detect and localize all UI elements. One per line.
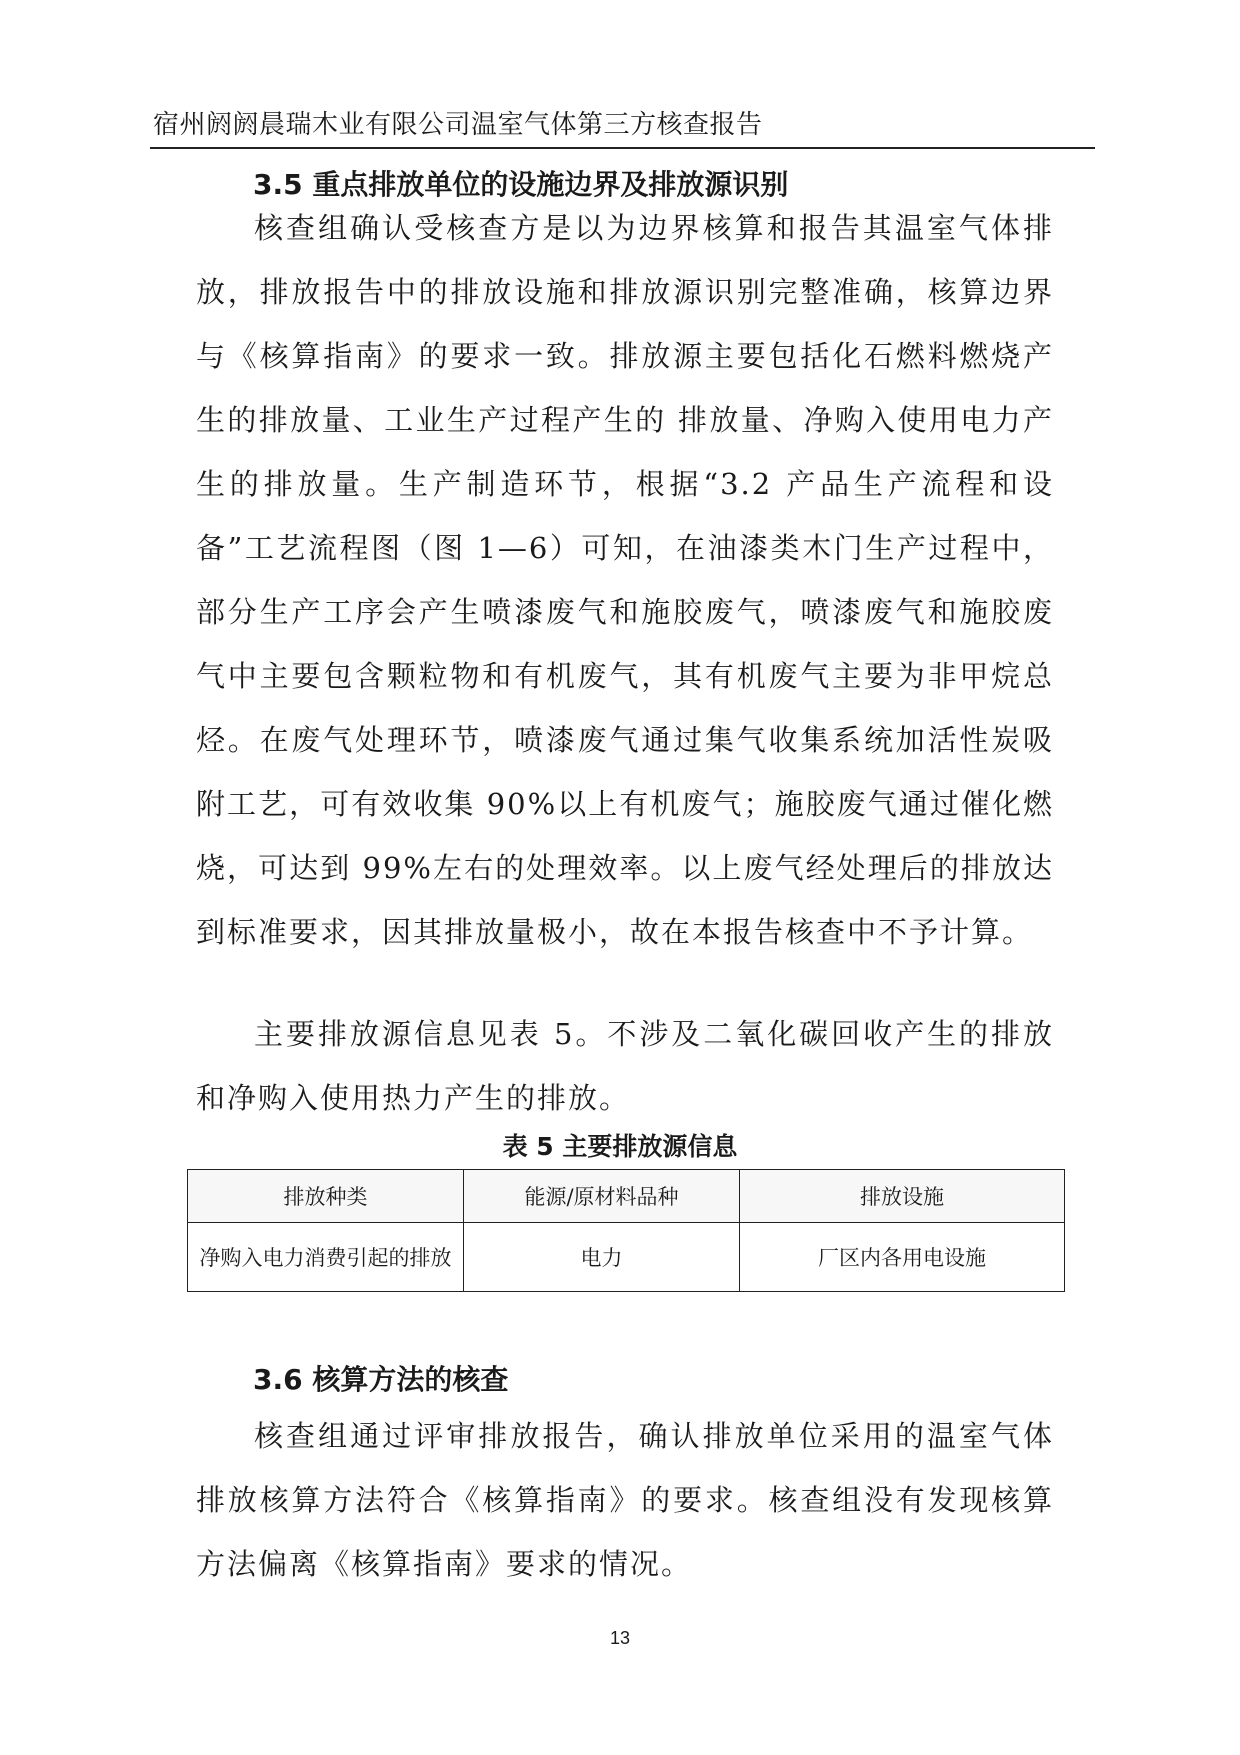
- table-cell: 厂区内各用电设施: [740, 1223, 1065, 1292]
- table-5-caption: 表 5 主要排放源信息: [502, 1132, 738, 1161]
- section-3-6-heading: 3.6 核算方法的核查: [253, 1363, 509, 1396]
- section-3-5-heading: 3.5 重点排放单位的设施边界及排放源识别: [253, 168, 789, 201]
- report-header-title: 宿州阏阏晨瑞木业有限公司温室气体第三方核查报告: [153, 110, 763, 140]
- page-number: 13: [609, 1628, 631, 1648]
- section-3-5-paragraph-2: 主要排放源信息见表 5。不涉及二氧化碳回收产生的排放和净购入使用热力产生的排放。: [196, 1017, 1054, 1115]
- table-cell: 电力: [464, 1223, 740, 1292]
- emission-source-table: [187, 1169, 1065, 1292]
- table-header-cell: 排放种类: [188, 1170, 464, 1223]
- header-divider: [150, 147, 1095, 149]
- table-row: [188, 1223, 1065, 1292]
- table-cell: 净购入电力消费引起的排放: [188, 1223, 464, 1292]
- section-3-6-paragraph-1: 核查组通过评审排放报告，确认排放单位采用的温室气体排放核算方法符合《核算指南》的要求。核查组没有发现核算方法偏离《核算指南》要求的情况。: [196, 1419, 1054, 1581]
- table-header-row: [188, 1170, 1065, 1223]
- table-header-cell: 能源/原材料品种: [464, 1170, 740, 1223]
- table-header-cell: 排放设施: [740, 1170, 1065, 1223]
- section-3-5-paragraph-1: 核查组确认受核查方是以为边界核算和报告其温室气体排放，排放报告中的排放设施和排放源识别完整准确，核算边界与《核算指南》的要求一致。排放源主要包括化石燃料燃烧产生的排放量、工业生产过程产生的 排放量、净购入使用电力产生的排放量。生产制造环节，根据“3.2 产品生产流程和设备”工艺流程图（图 1—6）可知，在油漆类木门生产过程中，部分生产工序会产生喷漆废气和施胶废气，喷漆废气和施胶废气中主要包含颗粒物和有机废气，其有机废气主要为非甲烷总烃。在废气处理环节，喷漆废气通过集气收集系统加活性炭吸附工艺，可有效收集 90%以上有机废气；施胶废气通过催化燃烧，可达到 99%左右的处理效率。以上废气经处理后的排放达到标准要求，因其排放量极小，故在本报告核查中不予计算。: [196, 211, 1054, 949]
